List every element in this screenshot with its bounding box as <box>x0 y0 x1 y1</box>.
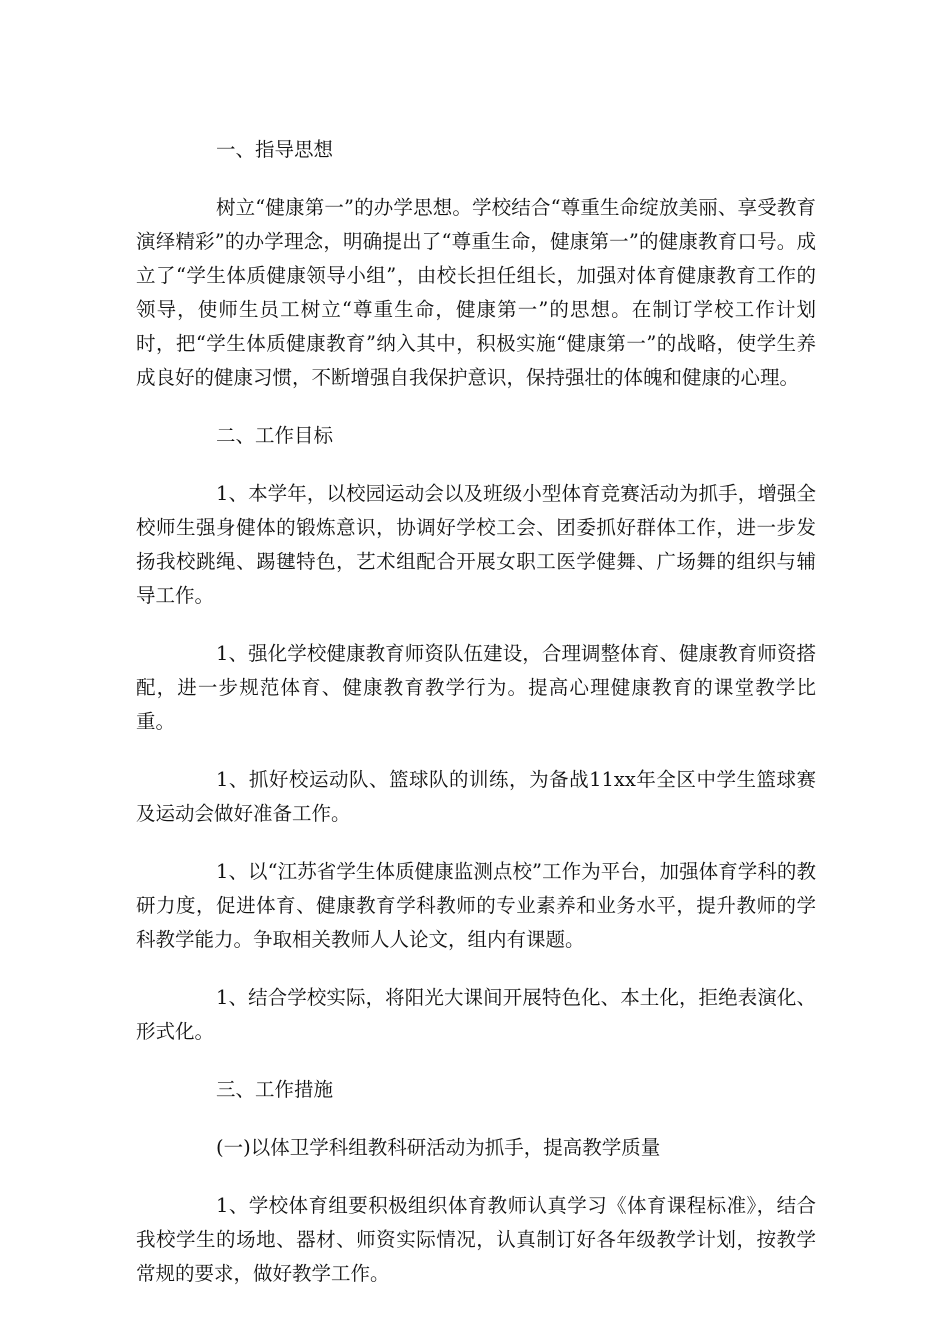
document-body <box>136 133 816 1315</box>
paragraph: 1、抓好校运动队、篮球队的训练，为备战11xx年全区中学生篮球赛及运动会做好准备工作。 <box>136 768 816 825</box>
paragraph: 1、强化学校健康教育师资队伍建设，合理调整体育、健康教育师资搭配，进一步规范体育、健康教育教学行为。提高心理健康教育的课堂教学比重。 <box>136 642 816 733</box>
section-heading-work-measures: 三、工作措施 <box>216 1078 334 1101</box>
subsection-heading: (一)以体卫学科组教科研活动为抓手，提高教学质量 <box>216 1136 661 1159</box>
paragraph: 1、本学年，以校园运动会以及班级小型体育竞赛活动为抓手，增强全校师生强身健体的锻炼意识，协调好学校工会、团委抓好群体工作，进一步发扬我校跳绳、踢毽特色，艺术组配合开展女职工医学健舞、广场舞的组织与辅导工作。 <box>136 482 816 607</box>
paragraph: 1、以“江苏省学生体质健康监测点校”工作为平台，加强体育学科的教研力度，促进体育、健康教育学科教师的专业素养和业务水平，提升教师的学科教学能力。争取相关教师人人论文，组内有课题。 <box>136 860 816 951</box>
paragraph: 1、学校体育组要积极组织体育教师认真学习《体育课程标准》，结合我校学生的场地、器材、师资实际情况，认真制订好各年级教学计划，按教学常规的要求，做好教学工作。 <box>136 1194 816 1285</box>
section-heading-guiding-ideology: 一、指导思想 <box>216 138 334 161</box>
paragraph: 1、结合学校实际，将阳光大课间开展特色化、本土化，拒绝表演化、形式化。 <box>136 986 816 1043</box>
paragraph: 树立“健康第一”的办学思想。学校结合“尊重生命绽放美丽、享受教育演绎精彩”的办学理念，明确提出了“尊重生命，健康第一”的健康教育口号。成立了“学生体质健康领导小组”，由校长担任组长，加强对体育健康教育工作的领导，使师生员工树立“尊重生命，健康第一”的思想。在制订学校工作计划时，把“学生体质健康教育”纳入其中，积极实施“健康第一”的战略，使学生养成良好的健康习惯，不断增强自我保护意识，保持强壮的体魄和健康的心理。 <box>136 196 816 389</box>
section-heading-work-goals: 二、工作目标 <box>216 424 334 447</box>
